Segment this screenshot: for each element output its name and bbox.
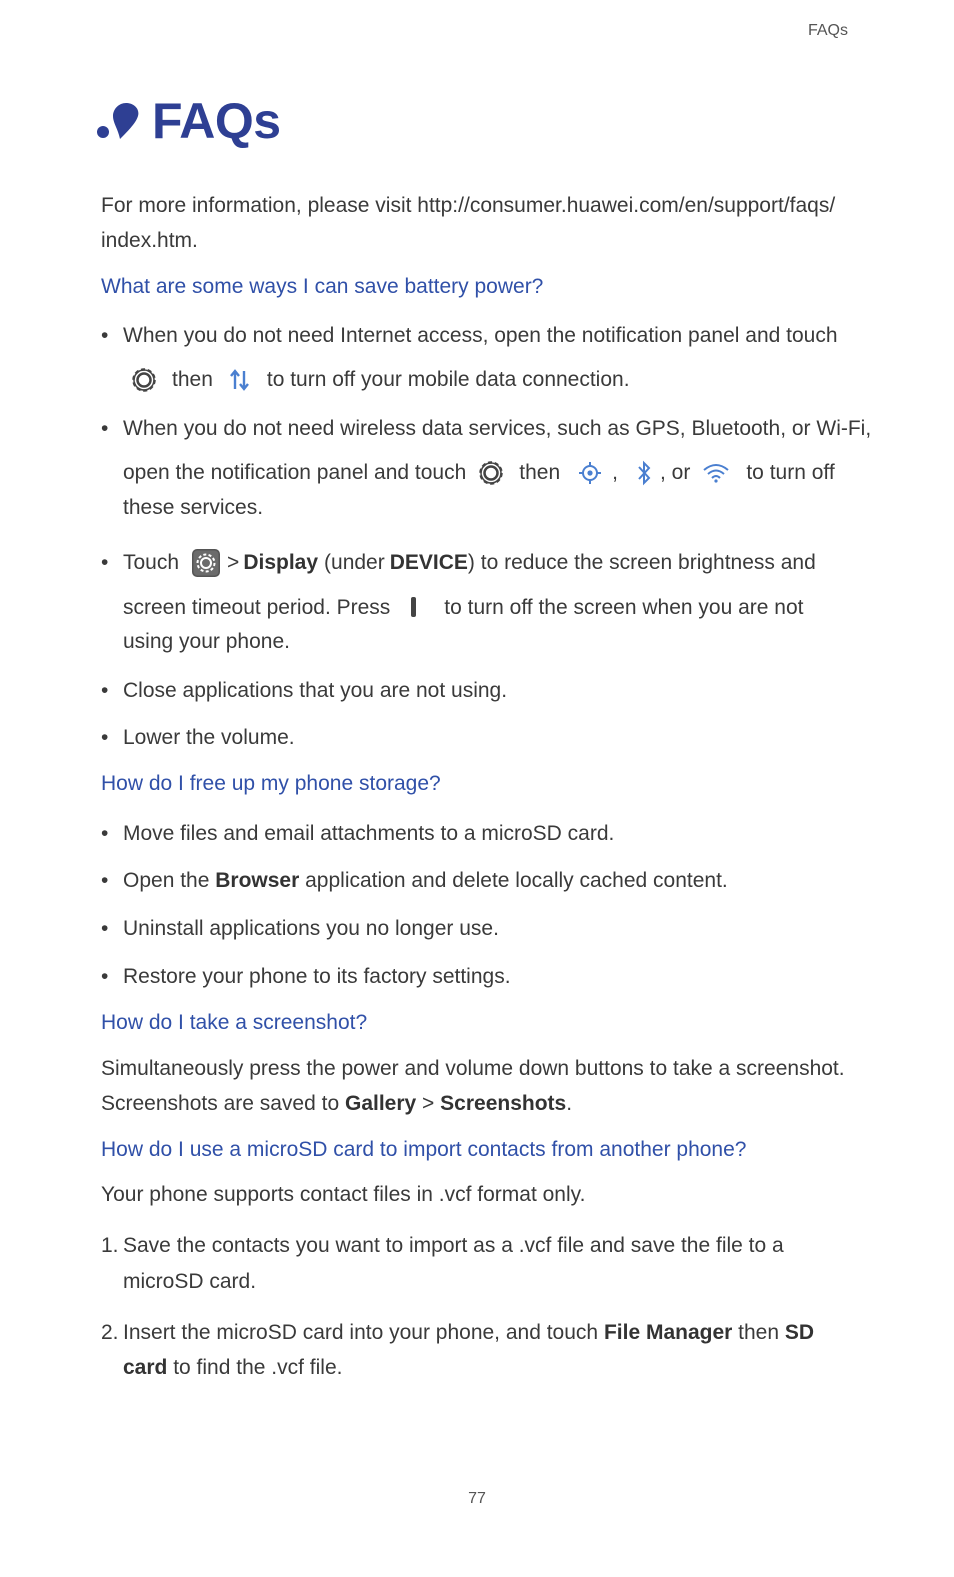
battery-bullet-5 [101,720,295,755]
bullet-dot: • [101,417,109,440]
or-text: , or [660,461,691,484]
import-s1-line1: Save the contacts you want to import as a .vcf file and save the file to a [123,1234,784,1257]
battery-b4-text: Close applications that you are not using. [123,679,508,702]
import-heading: How do I use a microSD card to import contacts from another phone? [101,1138,747,1161]
import-s2-line1 [123,1315,814,1350]
storage-b3-text: Uninstall applications you no longer use. [123,917,499,940]
storage-b1-text: Move files and email attachments to a microSD card. [123,822,615,845]
bullet-dot: • [101,726,109,749]
import-intro: Your phone supports contact files in .vcf format only. [101,1183,586,1206]
settings-app-icon [191,548,221,578]
display-label: Display [243,551,319,574]
battery-b2-line3: these services. [123,496,264,519]
battery-b3-line1 [123,545,816,580]
card-label: card [123,1356,168,1379]
then-text: then [172,368,213,391]
bullet-dot: • [101,917,109,940]
wifi-icon [702,462,730,484]
bullet-dot: • [101,324,109,347]
bullet-dot: • [101,965,109,988]
page-title-row [96,92,281,150]
battery-heading: What are some ways I can save battery power? [101,275,544,298]
storage-bullet-4 [101,959,511,994]
screenshot-heading: How do I take a screenshot? [101,1011,368,1034]
bluetooth-icon [636,460,652,486]
battery-bullet-4 [101,673,508,708]
battery-bullet-1 [101,318,838,353]
running-header: FAQs [807,22,848,39]
location-icon [578,461,602,485]
storage-b2-text [123,863,728,898]
storage-bullet-3 [101,911,499,946]
screenshot-line2-pre: Screenshots are saved to [101,1092,340,1115]
import-s2-pre: Insert the microSD card into your phone, and touch [123,1321,599,1344]
gear-icon [476,458,506,488]
comma-text: , [612,461,618,484]
under-text: (under [324,551,385,574]
data-arrows-icon [229,367,251,393]
gt-text: > [422,1092,435,1115]
storage-b2-pre: Open the [123,869,210,892]
import-s1-line2: microSD card. [123,1270,257,1293]
step-number: 1. [101,1234,119,1257]
gallery-label: Gallery [344,1092,417,1115]
sd-label: SD [784,1321,815,1344]
screenshots-label: Screenshots [440,1092,567,1115]
battery-b2-line2 [123,455,835,490]
storage-bullet-2 [101,863,728,898]
battery-bullet-3 [101,545,816,580]
battery-b1-line2 [129,362,630,397]
import-step-1 [101,1228,784,1299]
battery-b1-line1: When you do not need Internet access, open the notification panel and touch [123,324,838,347]
import-step-2 [101,1315,815,1385]
then-text: then [738,1321,780,1344]
battery-b1-tail: to turn off your mobile data connection. [266,368,630,391]
bullet-dot: • [101,551,109,574]
device-label: DEVICE [389,551,468,574]
intro-line-2: index.htm. [101,229,198,252]
file-manager-label: File Manager [603,1321,733,1344]
import-s2-line2 [123,1350,814,1385]
battery-b2-line1: When you do not need wireless data services, such as GPS, Bluetooth, or Wi-Fi, [123,417,872,440]
bullet-dot: • [101,869,109,892]
period-text: . [566,1092,573,1115]
battery-b3-line2a: screen timeout period. Press [123,596,391,619]
battery-b3-line2b: to turn off the screen when you are not [444,596,804,619]
battery-b3-line3: using your phone. [123,630,290,653]
battery-b2-tail: to turn off [746,461,835,484]
battery-bullet-2 [101,411,872,446]
page-title: FAQs [152,93,281,149]
gear-icon [129,365,159,395]
page-number: 77 [468,1490,486,1507]
battery-b2-pre: open the notification panel and touch [123,461,467,484]
storage-b4-text: Restore your phone to its factory settings. [123,965,511,988]
touch-text: Touch [123,551,180,574]
browser-label: Browser [215,869,300,892]
intro-line-1: For more information, please visit http://consumer.huawei.com/en/support/faqs/ [101,194,836,217]
battery-b3-line2 [123,590,803,625]
bullet-dot: • [101,822,109,845]
faq-drop-icon [96,99,142,143]
then-text: then [519,461,561,484]
step-number: 2. [101,1321,119,1344]
bullet-dot: • [101,679,109,702]
storage-heading: How do I free up my phone storage? [101,772,441,795]
screenshot-line-1: Simultaneously press the power and volume down buttons to take a screenshot. [101,1057,845,1080]
import-s2-tail: to find the .vcf file. [173,1356,343,1379]
storage-b2-post: application and delete locally cached content. [305,869,728,892]
gt-text: > [227,551,240,574]
battery-b3-rest: ) to reduce the screen brightness and [467,551,816,574]
battery-b5-text: Lower the volume. [123,726,295,749]
screenshot-line-2 [101,1086,572,1121]
storage-bullet-1 [101,816,615,851]
power-key-icon [410,595,418,621]
